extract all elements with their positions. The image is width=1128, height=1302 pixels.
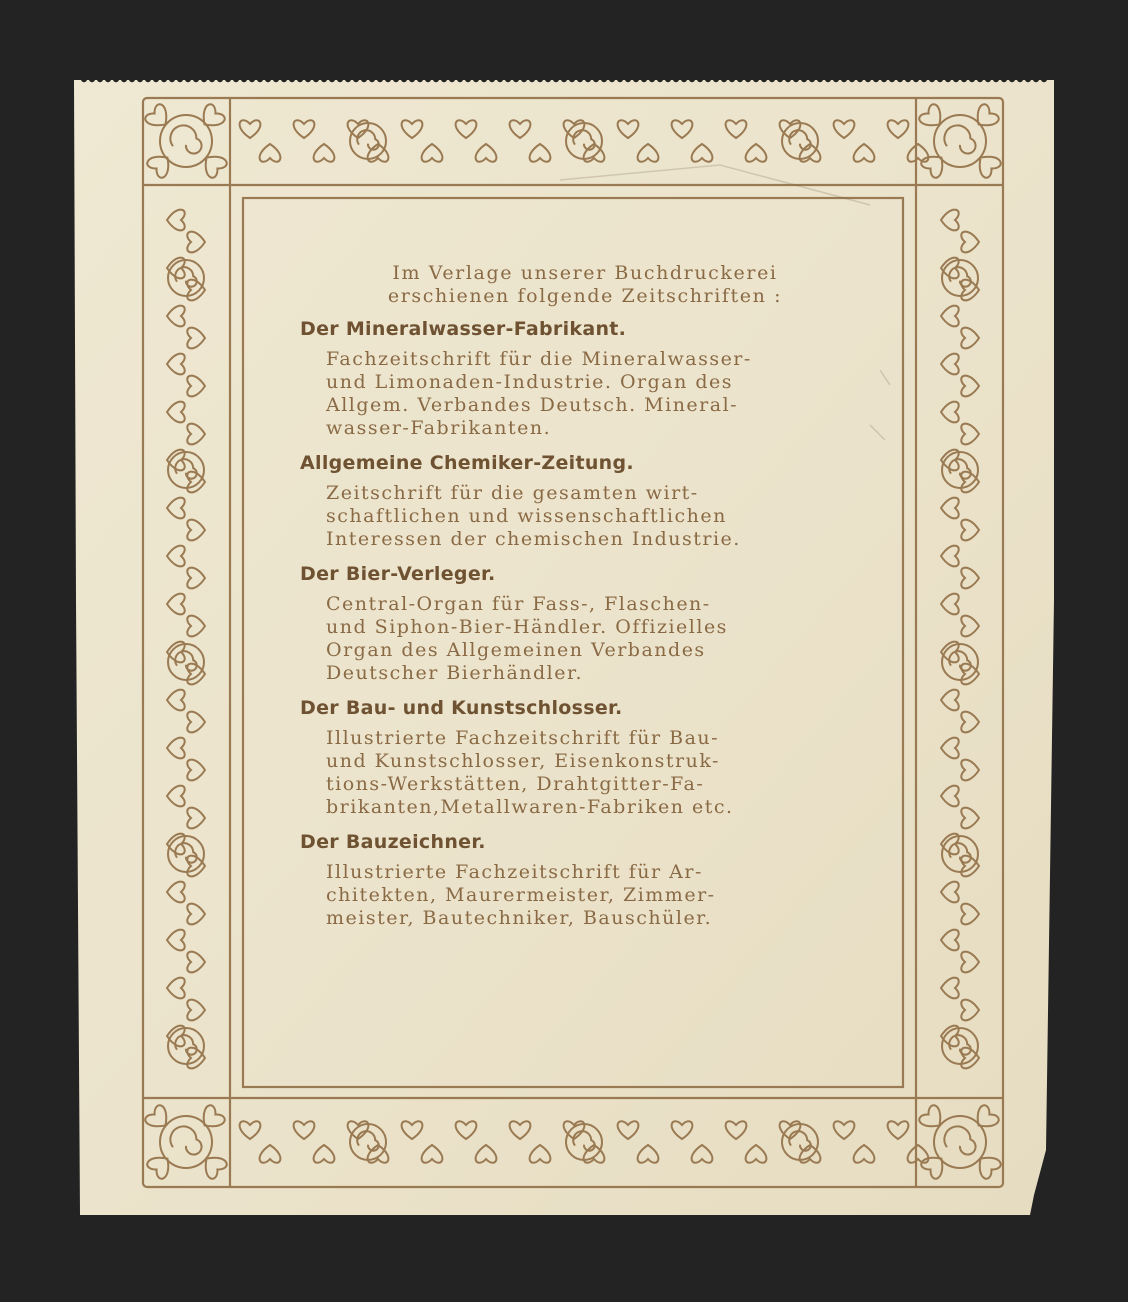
intro-line-2: erschienen folgende Zeitschriften : xyxy=(387,285,783,307)
publication-entry xyxy=(300,561,850,685)
publication-title: Allgemeine Chemiker-Zeitung. xyxy=(300,452,634,474)
publication-list xyxy=(300,262,850,940)
description-line: und Kunstschlosser, Eisenkonstruk- xyxy=(326,750,720,772)
publication-entry xyxy=(300,829,850,930)
description-line: Organ des Allgemeinen Verbandes xyxy=(326,639,706,661)
description-line: Zeitschrift für die gesamten wirt- xyxy=(326,482,699,504)
publication-title: Der Mineralwasser-Fabrikant. xyxy=(300,318,627,340)
description-line: Interessen der chemischen Industrie. xyxy=(326,528,741,550)
description-line: und Siphon-Bier-Händler. Offizielles xyxy=(326,616,728,638)
description-line: meister, Bautechniker, Bauschüler. xyxy=(326,907,713,929)
publication-entry xyxy=(300,316,850,440)
publication-description xyxy=(326,593,850,685)
description-line: Fachzeitschrift für die Mineralwasser- xyxy=(326,348,752,370)
publication-entry xyxy=(300,695,850,819)
publication-title: Der Bier-Verleger. xyxy=(300,563,496,585)
publication-description xyxy=(326,348,850,440)
intro-text xyxy=(320,262,850,308)
description-line: Illustrierte Fachzeitschrift für Bau- xyxy=(326,727,720,749)
description-line: Central-Organ für Fass-, Flaschen- xyxy=(326,593,711,615)
publication-title: Der Bau- und Kunstschlosser. xyxy=(300,697,623,719)
description-line: brikanten,Metallwaren-Fabriken etc. xyxy=(326,796,734,818)
publication-description xyxy=(326,482,850,551)
intro-line-1: Im Verlage unserer Buchdruckerei xyxy=(392,262,778,284)
publication-description xyxy=(326,727,850,819)
publication-description xyxy=(326,861,850,930)
description-line: schaftlichen und wissenschaftlichen xyxy=(326,505,727,527)
description-line: tions-Werkstätten, Drahtgitter-Fa- xyxy=(326,773,705,795)
description-line: Illustrierte Fachzeitschrift für Ar- xyxy=(326,861,703,883)
description-line: Allgem. Verbandes Deutsch. Mineral- xyxy=(326,394,739,416)
perforated-edge xyxy=(81,76,1047,82)
description-line: wasser-Fabrikanten. xyxy=(326,417,552,439)
description-line: und Limonaden-Industrie. Organ des xyxy=(326,371,734,393)
publication-entry xyxy=(300,450,850,551)
description-line: Deutscher Bierhändler. xyxy=(326,662,584,684)
publication-title: Der Bauzeichner. xyxy=(300,831,486,853)
description-line: chitekten, Maurermeister, Zimmer- xyxy=(326,884,716,906)
